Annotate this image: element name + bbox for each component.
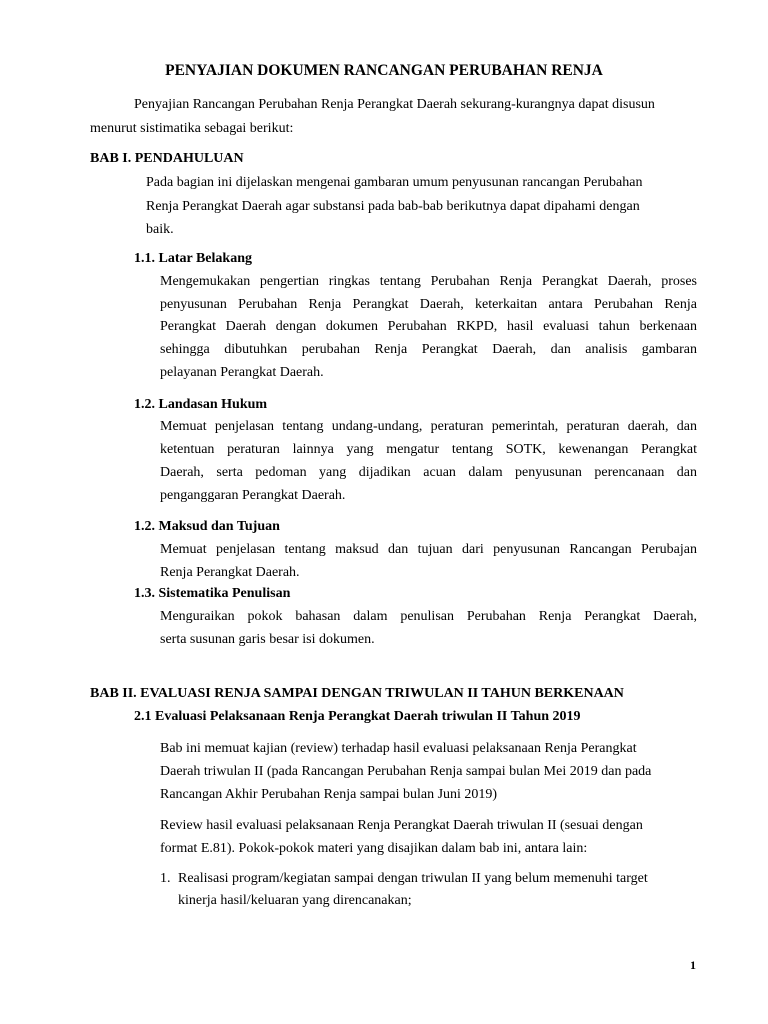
list-item-line-2: kinerja hasil/keluaran yang direncanakan;: [178, 893, 412, 908]
s21-p1-line-3: Rancangan Akhir Perubahan Renja sampai bulan Juni 2019): [160, 787, 498, 802]
s21-p1-line-1: Bab ini memuat kajian (review) terhadap hasil evaluasi pelaksanaan Renja Perangkat: [160, 741, 637, 756]
s11-line-1: Mengemukakan pengertian ringkas tentang Perubahan Renja Perangkat Daerah, proses: [160, 274, 697, 289]
s21-heading: 2.1 Evaluasi Pelaksanaan Renja Perangkat Daerah triwulan II Tahun 2019: [134, 709, 581, 724]
intro-line-2: menurut sistimatika sebagai berikut:: [90, 121, 294, 136]
s11-line-4: sehingga dibutuhkan perubahan Renja Perangkat Daerah, dan analisis gambaran: [160, 342, 697, 357]
bab1-line-2: Renja Perangkat Daerah agar substansi pada bab-bab berikutnya dapat dipahami dengan: [146, 199, 640, 214]
s12-line-4: penganggaran Perangkat Daerah.: [160, 488, 346, 503]
s13-heading: 1.3. Sistematika Penulisan: [134, 586, 291, 601]
s11-line-5: pelayanan Perangkat Daerah.: [160, 365, 324, 380]
s13-line-1: Menguraikan pokok bahasan dalam penulisan Perubahan Renja Perangkat Daerah,: [160, 609, 697, 624]
s12-line-2: ketentuan peraturan lainnya yang mengatur tentang SOTK, kewenangan Perangkat: [160, 442, 697, 457]
s12b-line-2: Renja Perangkat Daerah.: [160, 565, 300, 580]
s12-heading: 1.2. Landasan Hukum: [134, 397, 268, 412]
s21-p2-line-1: Review hasil evaluasi pelaksanaan Renja Perangkat Daerah triwulan II (sesuai dengan: [160, 818, 643, 833]
s12-line-1: Memuat penjelasan tentang undang-undang, peraturan pemerintah, peraturan daerah, dan: [160, 419, 697, 434]
page-number: 1: [690, 958, 696, 972]
s21-p2-line-2: format E.81). Pokok-pokok materi yang disajikan dalam bab ini, antara lain:: [160, 841, 588, 856]
intro-line-1: Penyajian Rancangan Perubahan Renja Perangkat Daerah sekurang-kurangnya dapat disusun: [134, 97, 655, 112]
bab1-line-1: Pada bagian ini dijelaskan mengenai gambaran umum penyusunan rancangan Perubahan: [146, 175, 643, 190]
list-item-number: 1.: [160, 871, 171, 886]
s11-line-2: penyusunan Perubahan Renja Perangkat Daerah, keterkaitan antara Perubahan Renja: [160, 297, 697, 312]
list-item-line-1: Realisasi program/kegiatan sampai dengan triwulan II yang belum memenuhi target: [178, 871, 648, 886]
page-title: PENYAJIAN DOKUMEN RANCANGAN PERUBAHAN RENJA: [165, 62, 603, 79]
s12b-line-1: Memuat penjelasan tentang maksud dan tujuan dari penyusunan Rancangan Perubajan: [160, 542, 697, 557]
bab1-heading: BAB I. PENDAHULUAN: [90, 151, 244, 166]
bab2-heading: BAB II. EVALUASI RENJA SAMPAI DENGAN TRIWULAN II TAHUN BERKENAAN: [90, 686, 624, 701]
s21-p1-line-2: Daerah triwulan II (pada Rancangan Perubahan Renja sampai bulan Mei 2019 dan pada: [160, 764, 652, 779]
s11-line-3: Perangkat Daerah dengan dokumen Perubahan RKPD, hasil evaluasi tahun berkenaan: [160, 319, 697, 334]
s11-heading: 1.1. Latar Belakang: [134, 251, 252, 266]
s12b-heading: 1.2. Maksud dan Tujuan: [134, 519, 280, 534]
s12-line-3: Daerah, serta pedoman yang dijadikan acuan dalam penyusunan perencanaan dan: [160, 465, 697, 480]
bab1-line-3: baik.: [146, 222, 174, 237]
s13-line-2: serta susunan garis besar isi dokumen.: [160, 632, 375, 647]
